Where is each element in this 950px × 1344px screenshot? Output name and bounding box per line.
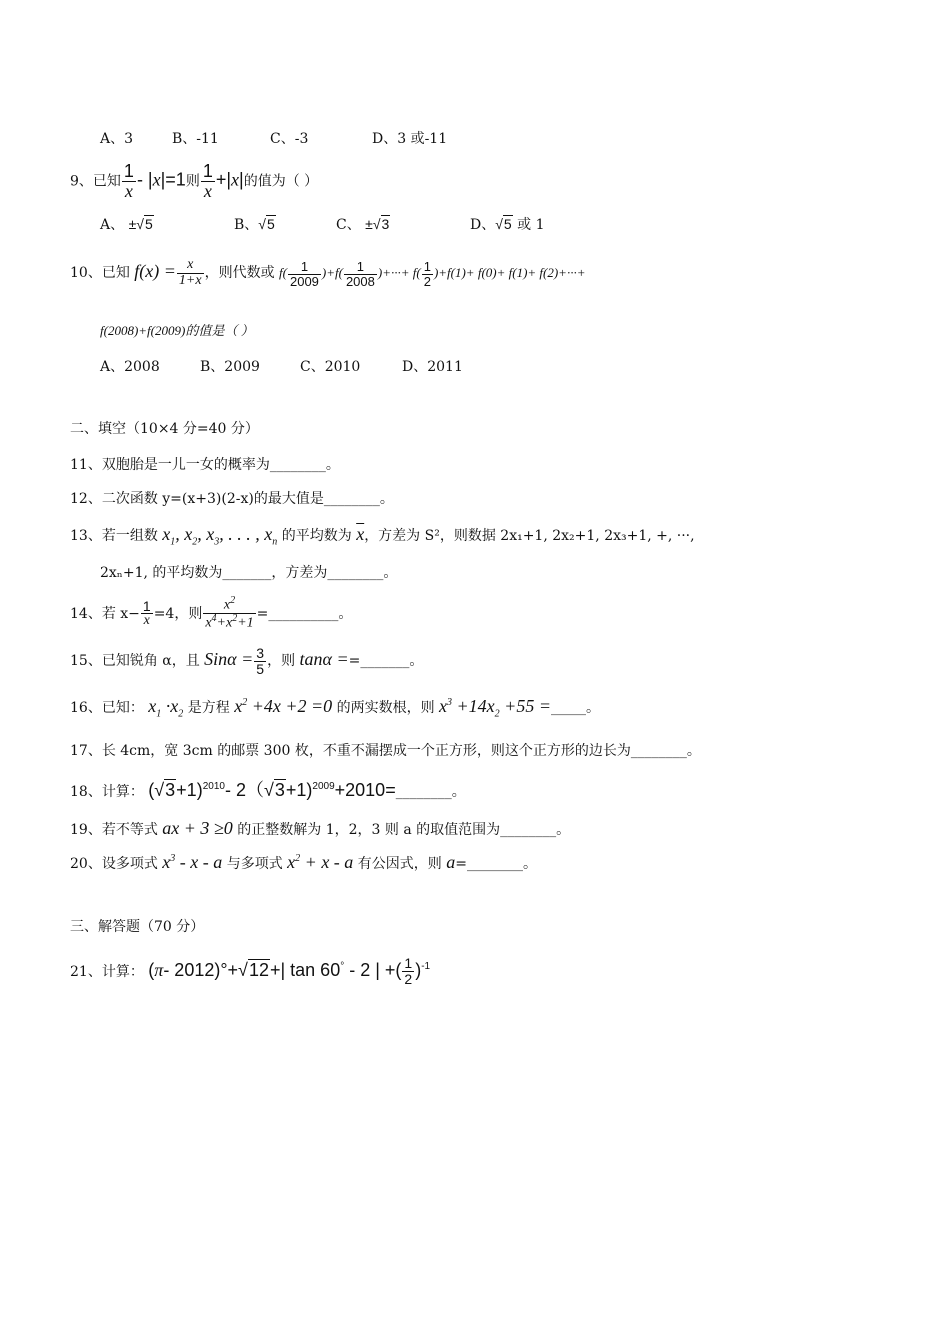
q9-option-b: B、√5 [234, 216, 275, 233]
q14-part-3: =__________。 [256, 605, 353, 622]
q15-part-2: ，则 [267, 653, 296, 670]
q9-fraction-1: $\frac{1}{x}$ [123, 161, 134, 201]
q9-option-d: D、√5 或 1 [470, 216, 545, 233]
question-19 [70, 818, 570, 839]
q14-part-1: 14、若 x− [70, 605, 140, 622]
q16-roots: $x_1 \cdot x_2$ [148, 696, 184, 720]
q8-option-a: A、3 [100, 131, 134, 147]
q9-expr-2: +|x| [215, 169, 244, 190]
q10-fraction: $\frac{x}{1+x}$ [178, 257, 202, 288]
q18-expression: $(√3+1)^{2010}-$ 2（√3+1)$^{2009}$+2010= [148, 780, 396, 800]
q13-mean-symbol: $\overline{x}$ [356, 524, 365, 544]
q16-equation: $x^2 +4x +2 =0$ [234, 696, 333, 716]
q15-sin: Sinα = [204, 649, 254, 670]
q19-inequality: ax + 3 ≥0 [162, 818, 233, 838]
q20-part-4: =________。 [455, 856, 537, 872]
q18-part-1: 18、计算： [70, 784, 144, 800]
q15-tan: tanα = [299, 649, 349, 670]
question-18 [70, 776, 466, 802]
q8-option-c: C、-3 [270, 131, 309, 147]
q9-tail: 的值为（ ） [243, 173, 319, 190]
q15-part-3: =_______。 [348, 653, 424, 670]
q20-part-3: 有公因式，则 [357, 856, 442, 872]
q9-option-a: A、 ±√5 [100, 216, 153, 233]
q15-fraction: $\frac{3}{5}$ [256, 645, 265, 677]
question-10 [70, 258, 585, 288]
question-17: 17、长 4cm，宽 3cm 的邮票 300 枚，不重不漏摆成一个正方形，则这个正方形的边长为________。 [70, 743, 701, 759]
q21-part-1: 21、计算： [70, 963, 144, 980]
q9-expr-1: - |x|=1 [136, 169, 186, 190]
q16-part-3: 的两实数根，则 [336, 700, 435, 716]
q20-variable: a [446, 852, 456, 872]
question-21 [70, 956, 430, 986]
q21-expression: (π- 2012)°+√12+| tan 60° - 2 | +( $\frac{1}{2}$ )$^{-1}$ [148, 955, 431, 987]
q15-part-1: 15、已知锐角 α，且 [70, 653, 200, 670]
q10-mid: ，则代数或 [204, 265, 275, 282]
question-13 [70, 524, 695, 548]
q8-option-d: D、3 或-11 [372, 131, 448, 147]
q10-function: f(x) = [134, 261, 176, 282]
q10-expression: f( $\frac{1}{2009}$ )+f( $\frac{1}{2008}$ )+···+ f( $\frac{1}{2}$ )+f(1)+ f(0)+ f(1)+ f(2)+···+ [279, 259, 586, 289]
q16-part-4: _____。 [550, 700, 600, 716]
q20-poly-1: $x^3$ - x - a [162, 852, 223, 872]
q10-option-b: B、2009 [200, 359, 260, 375]
q20-part-2: 与多项式 [226, 856, 283, 872]
question-15 [70, 646, 423, 676]
question-20 [70, 852, 537, 873]
q19-part-2: 的正整数解为 1，2，3 则 a 的取值范围为________。 [237, 822, 571, 838]
q14-part-2: =4，则 [153, 605, 203, 622]
q16-expression: $x^3 +14x_2 +55$ = [439, 696, 551, 720]
q13-line-2: 2xₙ+1, 的平均数为_______，方差为________。 [100, 565, 398, 581]
question-11: 11、双胞胎是一儿一女的概率为________。 [70, 457, 340, 473]
q10-option-c: C、2010 [300, 359, 361, 375]
q10-option-a: A、2008 [100, 359, 160, 375]
question-12: 12、二次函数 y=(x+3)(2-x)的最大值是________。 [70, 491, 394, 507]
question-16 [70, 696, 600, 720]
question-14 [70, 596, 352, 632]
q20-part-1: 20、设多项式 [70, 856, 158, 872]
q20-poly-2: $x^2 + x - a$ [287, 852, 354, 872]
q9-option-c: C、 ±√3 [336, 216, 390, 233]
q13-part-2: 的平均数为 [281, 528, 352, 544]
question-9 [70, 162, 318, 201]
q10-number: 10、已知 [70, 265, 130, 282]
section-3-heading: 三、解答题（70 分） [70, 919, 205, 935]
q9-fraction-2: $\frac{1}{x}$ [202, 161, 213, 201]
q16-part-1: 16、已知： [70, 700, 144, 716]
q14-fraction-2: $\frac{x^2}{x^4+x^2+1}$ [205, 595, 254, 631]
q10-option-d: D、2011 [402, 359, 463, 375]
q18-part-2: ________。 [395, 784, 466, 800]
q16-part-2: 是方程 [187, 700, 230, 716]
section-2-heading: 二、填空（10×4 分=40 分） [70, 421, 259, 437]
q19-part-1: 19、若不等式 [70, 822, 158, 838]
q8-option-b: B、-11 [172, 131, 219, 147]
q13-variables: $x_1$, $x_2$, $x_3$, . . . , $x_n$ [162, 524, 278, 548]
q10-line-2: f(2008)+f(2009)的值是（ ） [100, 323, 254, 338]
q13-part-1: 13、若一组数 [70, 528, 158, 544]
q9-mid: 则 [185, 173, 200, 190]
q14-fraction-1: $\frac{1}{x}$ [142, 597, 151, 629]
q9-number: 9、已知 [70, 173, 121, 190]
q13-part-3: ，方差为 S²，则数据 2x₁+1, 2x₂+1, 2x₃+1, +, ···, [364, 528, 695, 544]
